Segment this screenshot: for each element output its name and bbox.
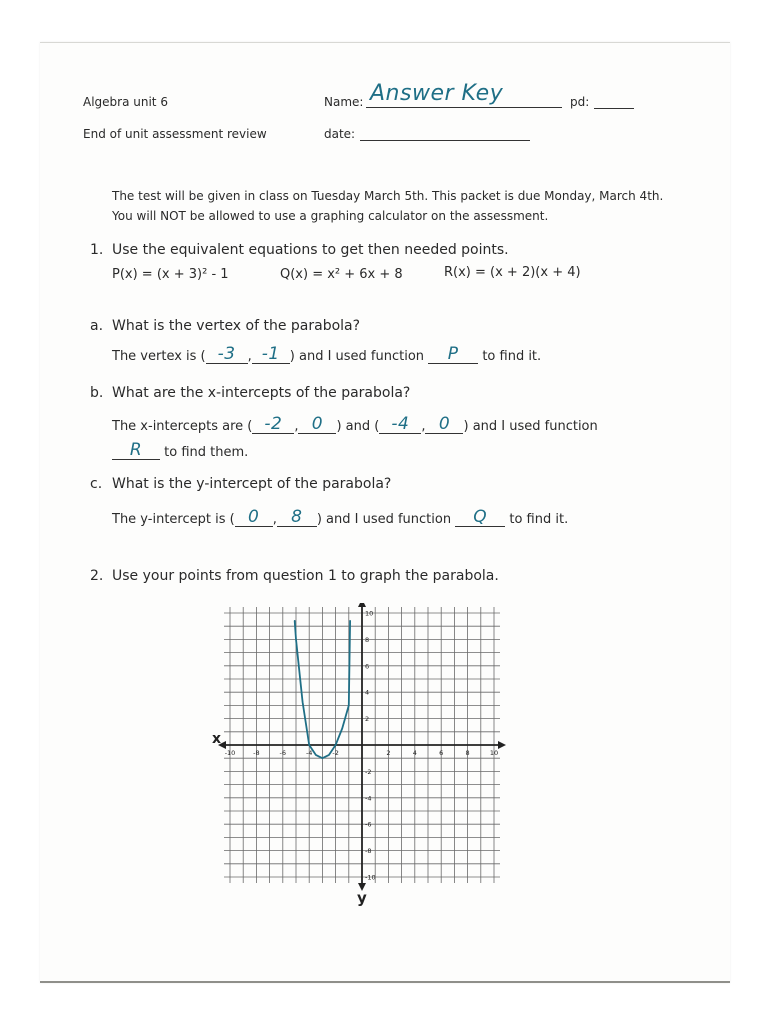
q1b-text-start: The x-intercepts are (	[112, 419, 253, 434]
xint1-y-answer: 0	[311, 414, 324, 434]
graph-axes	[218, 603, 506, 891]
intro-due-dates: The test will be given in class on Tuesday March 5th. This packet is due Monday, March 4th.	[112, 189, 664, 203]
q2-number: 2.	[90, 568, 104, 584]
pd-label: pd:	[570, 95, 590, 109]
xint1-x-blank[interactable]	[252, 415, 294, 434]
x-tick-label: -4	[305, 749, 313, 757]
x-axis-label: x	[212, 731, 222, 747]
y-tick-label: -10	[365, 873, 376, 882]
x-tick-label: 4	[412, 749, 417, 757]
yint-function-blank[interactable]	[455, 508, 505, 527]
q1b-text-end: to find them.	[164, 445, 249, 460]
vertex-function-blank[interactable]	[428, 345, 478, 364]
equation-r: R(x) = (x + 2)(x + 4)	[444, 265, 581, 280]
q1c-comma: ,	[272, 512, 277, 527]
q1b-label: b.	[90, 385, 104, 401]
yint-x-blank[interactable]	[235, 508, 273, 527]
q1a-question: What is the vertex of the parabola?	[112, 318, 361, 334]
q2-prompt: Use your points from question 1 to graph the parabola.	[112, 568, 499, 584]
q1a-answer-line	[112, 345, 541, 364]
x-tick-label: -2	[332, 749, 339, 757]
q1c-label: c.	[90, 476, 103, 492]
x-tick-label: 2	[386, 749, 391, 757]
vertex-y-blank[interactable]	[252, 345, 290, 364]
equation-q: Q(x) = x² + 6x + 8	[280, 267, 403, 282]
y-tick-label: 2	[365, 715, 370, 724]
assessment-subtitle: End of unit assessment review	[83, 127, 267, 141]
y-tick-label: -4	[365, 794, 372, 803]
yint-y-blank[interactable]	[277, 508, 317, 527]
q1c-question: What is the y-intercept of the parabola?	[112, 476, 392, 492]
vertex-y-answer: -1	[261, 344, 280, 364]
vertex-function-answer: P	[447, 344, 459, 364]
yint-function-answer: Q	[473, 507, 488, 527]
worksheet-page	[40, 42, 730, 983]
vertex-x-answer: -3	[217, 344, 236, 364]
name-field[interactable]	[366, 81, 562, 108]
date-field[interactable]	[360, 126, 530, 141]
q1c-text-start: The y-intercept is (	[112, 512, 235, 527]
q1a-comma: ,	[247, 349, 252, 364]
q1a-text-mid: ) and I used function	[289, 349, 425, 364]
y-tick-label: 8	[365, 635, 370, 644]
q1-prompt: Use the equivalent equations to get then needed points.	[112, 242, 509, 258]
xint-function-blank[interactable]	[112, 441, 160, 460]
y-tick-label: -8	[365, 847, 372, 856]
name-handwritten: Answer Key	[370, 81, 504, 106]
equation-p: P(x) = (x + 3)² - 1	[112, 267, 229, 282]
xint2-y-blank[interactable]	[425, 415, 463, 434]
q1c-text-end: to find it.	[509, 512, 569, 527]
q1c-answer-line	[112, 508, 568, 527]
q1b-comma-2: ,	[421, 419, 426, 434]
pd-field[interactable]	[594, 96, 634, 109]
xint2-x-answer: -4	[391, 414, 410, 434]
x-tick-label: -8	[253, 749, 260, 757]
q1c-text-mid: ) and I used function	[316, 512, 452, 527]
yint-x-answer: 0	[248, 507, 260, 527]
x-tick-label: 8	[465, 749, 470, 757]
q1b-comma-1: ,	[294, 419, 299, 434]
xint1-x-answer: -2	[264, 414, 283, 434]
x-tick-label: -10	[224, 749, 236, 757]
q1b-answer-line-2	[112, 441, 248, 460]
course-title: Algebra unit 6	[83, 95, 168, 109]
y-tick-label: 10	[365, 609, 374, 618]
q1b-answer-line	[112, 415, 598, 434]
xint2-x-blank[interactable]	[379, 415, 421, 434]
coordinate-plane[interactable]	[210, 603, 510, 923]
q1b-text-and: ) and (	[336, 419, 380, 434]
q1b-question: What are the x-intercepts of the parabola?	[112, 385, 411, 401]
name-label: Name:	[324, 95, 364, 109]
x-tick-label: 6	[439, 749, 444, 757]
yint-y-answer: 8	[291, 507, 303, 527]
intro-calculator-note: You will NOT be allowed to use a graphing calculator on the assessment.	[112, 209, 549, 223]
y-axis-label: y	[357, 889, 367, 907]
y-tick-label: 6	[365, 662, 370, 671]
q1b-text-mid: ) and I used function	[463, 419, 598, 434]
q1a-label: a.	[90, 318, 104, 334]
q1-number: 1.	[90, 242, 104, 258]
x-tick-label: -6	[279, 749, 287, 757]
date-label: date:	[324, 127, 356, 141]
y-tick-label: 4	[365, 688, 370, 697]
y-axis-arrow-up	[358, 603, 366, 607]
x-tick-label: 10	[489, 749, 499, 757]
y-tick-label: -6	[365, 820, 372, 829]
q1a-text-start: The vertex is (	[112, 349, 206, 364]
q1a-text-end: to find it.	[482, 349, 542, 364]
x-axis-arrow-right	[498, 741, 506, 749]
y-tick-label: -2	[365, 767, 372, 776]
xint2-y-answer: 0	[438, 414, 451, 434]
xint1-y-blank[interactable]	[298, 415, 336, 434]
vertex-x-blank[interactable]	[206, 345, 248, 364]
xint-function-answer: R	[129, 440, 143, 460]
